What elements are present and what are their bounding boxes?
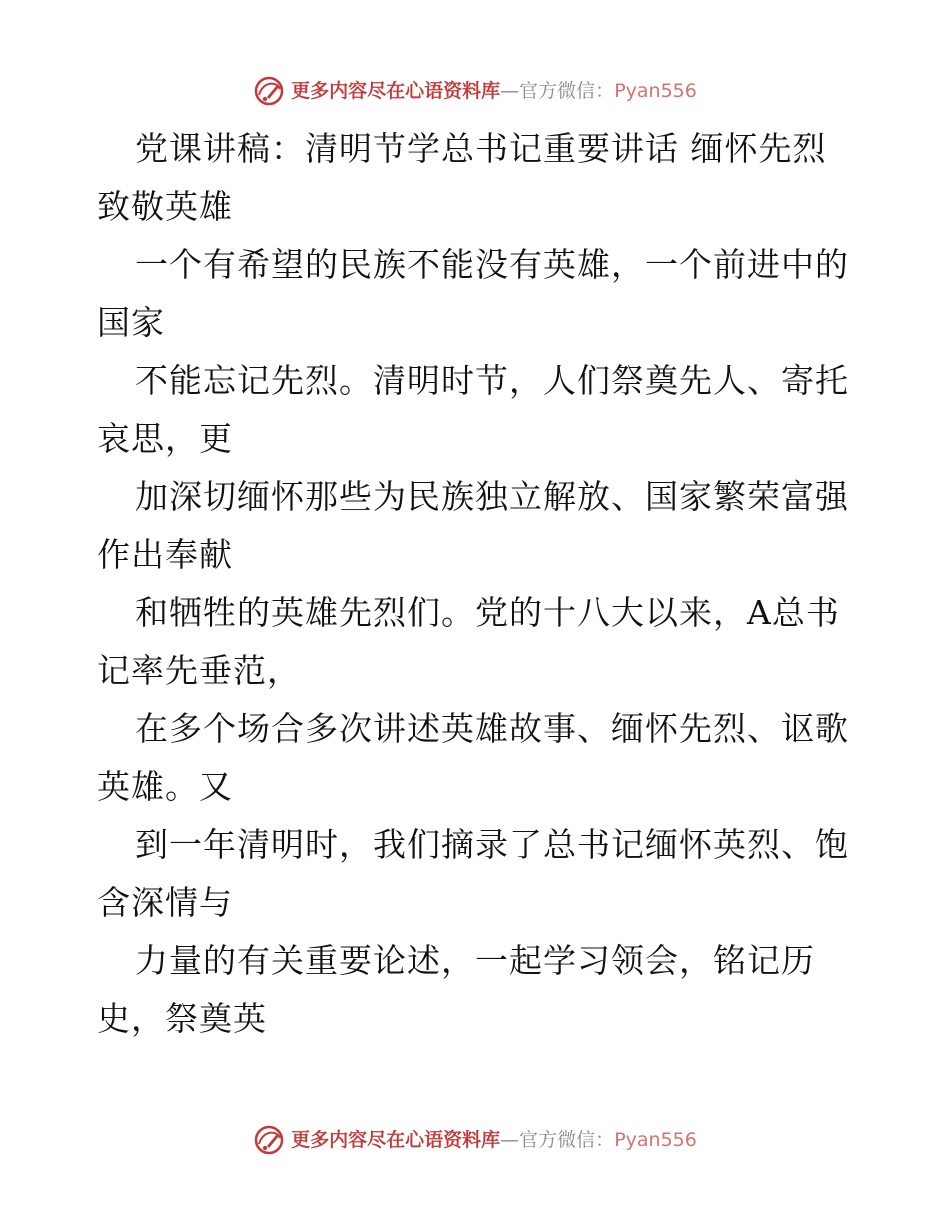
header-banner-title: 更多内容尽在心语资料库 <box>291 80 501 102</box>
pen-nib-logo-icon <box>253 1124 285 1156</box>
document-body <box>97 120 857 1048</box>
footer-banner <box>0 1120 950 1160</box>
paragraph-line: 加深切缅怀那些为民族独立解放、国家繁荣富强作出奉献 <box>97 477 849 574</box>
paragraph-line: 在多个场合多次讲述英雄故事、缅怀先烈、讴歌英雄。又 <box>97 709 849 806</box>
header-banner <box>0 71 950 111</box>
pen-nib-logo-icon <box>253 75 285 107</box>
document-title: 党课讲稿：清明节学总书记重要讲话 缅怀先烈致敬英雄 <box>97 129 827 226</box>
paragraph-line: 力量的有关重要论述，一起学习领会，铭记历史，祭奠英 <box>97 941 815 1038</box>
footer-banner-wechat-label: —官方微信： <box>500 1129 615 1151</box>
header-banner-wechat-label: —官方微信： <box>500 80 615 102</box>
paragraph-line: 到一年清明时，我们摘录了总书记缅怀英烈、饱含深情与 <box>97 825 849 922</box>
footer-banner-title: 更多内容尽在心语资料库 <box>291 1129 501 1151</box>
header-banner-text <box>291 75 697 107</box>
paragraph-line: 一个有希望的民族不能没有英雄，一个前进中的国家 <box>97 245 849 342</box>
footer-banner-text <box>291 1124 697 1156</box>
footer-banner-wechat-handle: Pyan556 <box>614 1129 697 1151</box>
header-banner-wechat-handle: Pyan556 <box>614 80 697 102</box>
paragraph-line: 不能忘记先烈。清明时节，人们祭奠先人、寄托哀思，更 <box>97 361 849 458</box>
paragraph-line: 和牺牲的英雄先烈们。党的十八大以来，A总书记率先垂范， <box>97 593 840 690</box>
